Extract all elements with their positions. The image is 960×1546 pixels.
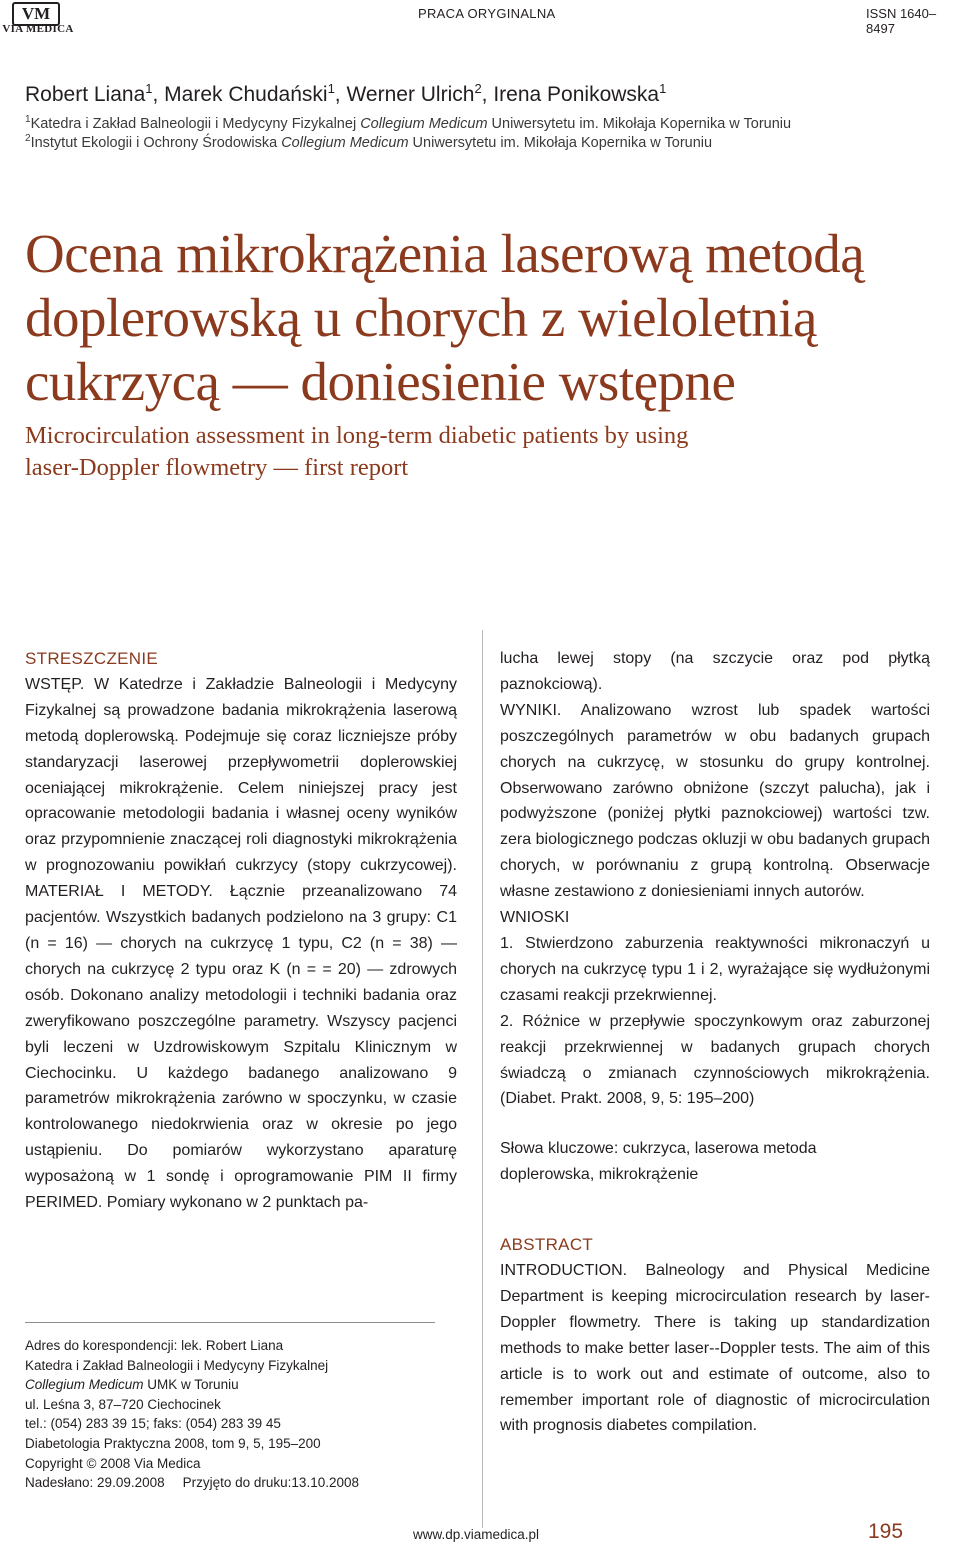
wnioski-heading: WNIOSKI xyxy=(500,909,570,927)
abstract-polish-column-right xyxy=(500,646,930,1439)
title-english-line: Microcirculation assessment in long-term diabetic patients by using xyxy=(25,422,689,449)
via-medica-logo xyxy=(2,2,72,36)
abstract-polish-column-left xyxy=(25,646,457,1216)
author-affil-sup: 1 xyxy=(327,81,335,96)
author-affil-sup: 2 xyxy=(474,81,482,96)
title-polish-line: cukrzycą — doniesienie wstępne xyxy=(25,351,736,412)
footnote-rule xyxy=(25,1322,435,1323)
column-divider xyxy=(482,630,483,1528)
correspondence-line: tel.: (054) 283 39 15; faks: (054) 283 39 45 xyxy=(25,1416,281,1432)
affiliation-2: $^2$Instytut Ekologii i Ochrony Środowiska Collegium Medicum Uniwersytetu im. Mikołaja Kopernika w Toruniu xyxy=(25,133,713,151)
page-number: 195 xyxy=(868,1520,904,1543)
title-english xyxy=(25,420,945,484)
title-polish-line: doplerowską u chorych z wieloletnią xyxy=(25,287,817,348)
correspondence-line: Copyright © 2008 Via Medica xyxy=(25,1455,201,1471)
author-name: Robert Liana xyxy=(25,83,146,106)
journal-url-link[interactable]: www.dp.viamedica.pl xyxy=(413,1527,540,1542)
abstract-paragraph: INTRODUCTION. Balneology and Physical Medicine Department is keeping microcirculation research by laser-Doppler flowmetry. There is taking up standardization methods to make better laser--Doppler tests. The aim of this article is to work out and estimate of outcome, also to remember important role of diagnostic of microcirculation with prognosis diabetes compilation. xyxy=(500,1262,930,1435)
streszczenie-heading: STRESZCZENIE xyxy=(25,649,159,668)
wnioski-item-2: 2. Różnice w przepływie spoczynkowym oraz zaburzonej reakcji przekrwiennej w badanych grupach chorych świadczą o zmianach czynnościowych mikrokrążenia. (Diabet. Prakt. 2008, 9, 5: 195–200) xyxy=(500,1012,930,1108)
correspondence-line: Katedra i Zakład Balneologii i Medycyny Fizykalnej xyxy=(25,1357,329,1373)
logo-monogram: VM xyxy=(12,2,60,26)
author-name: Werner Ulrich xyxy=(346,83,475,106)
title-polish-line: Ocena mikrokrążenia laserową metodą xyxy=(25,223,865,284)
affiliation-1: $^1$Katedra i Zakład Balneologii i Medycyny Fizykalnej Collegium Medicum Uniwersytetu im. Mikołaja Kopernika w Toruniu xyxy=(25,114,792,132)
author-list: Robert Liana$^1$, Marek Chudański$^1$, Werner Ulrich$^2$, Irena Ponikowska$^1$ xyxy=(25,81,667,106)
author-affil-sup: 1 xyxy=(145,81,153,96)
article-type: PRACA ORYGINALNA xyxy=(418,6,556,21)
wnioski-item-1: 1. Stwierdzono zaburzenia reaktywności mikronaczyń u chorych na cukrzycę typu 1 i 2, wyrażające się wydłużonymi czasami reakcji przekrwiennej. xyxy=(500,934,930,1004)
keywords: Słowa kluczowe: cukrzyca, laserowa metoda doplerowska, mikrokrążenie xyxy=(500,1140,817,1184)
correspondence-line: Adres do korespondencji: lek. Robert Liana xyxy=(25,1338,284,1353)
streszczenie-text-left: WSTĘP. W Katedrze i Zakładzie Balneologii i Medycyny Fizykalnej są prowadzone badania mikrokrążenia laserową metodą doplerowską. Podejmuje się coraz liczniejsze próby standaryzacji laserowej przepływometrii doplerowskiej oceniającej mikrokrążenie. Celem niniejszej pracy jest opracowanie metodologii badania i własnej oceny wyników oraz przypomnienie znaczącej roli diagnostyki mikrokrążenia w prognozowaniu powikłań cukrzycy (stopy cukrzycowej). MATERIAŁ I METODY. Łącznie przeanalizowano 74 pacjentów. Wszystkich badanych podzielono na 3 grupy: C1 (n = 16) — chorych na cukrzycę 1 typu, C2 (n = 38) — chorych na cukrzycę 2 typu oraz K (n = = 20) — zdrowych osób. Dokonano analizy metodologii i techniki badania oraz zweryfikowano poszczególne parametry. Wszyscy pacjenci byli leczeni w Uzdrowiskowym Szpitalu Klinicznym w Ciechocinku. U każdego badanego analizowano 9 parametrów mikrokrążenia zarówno w spoczynku, w czasie kontrolowanego niedokrwienia oraz w okresie po jego ustąpieniu. Do pomiarów wykorzystano aparaturę wyposażoną w 1 sondę i oprogramowanie PIM II firmy PERIMED. Pomiary wykonano w 2 punktach pa- xyxy=(25,675,457,1212)
streszczenie-text-right: lucha lewej stopy (na szczycie oraz pod płytką paznokciową). xyxy=(500,650,930,693)
logo-wordmark: VIA MEDICA xyxy=(2,23,74,35)
correspondence-line: ul. Leśna 3, 87–720 Ciechocinek xyxy=(25,1396,221,1412)
title-polish xyxy=(25,222,945,414)
issn: ISSN 1640–8497 xyxy=(866,6,937,36)
author-affil-sup: 1 xyxy=(659,81,667,96)
correspondence-line: Collegium Medicum UMK w Toruniu xyxy=(25,1377,239,1393)
correspondence-line: Diabetologia Praktyczna 2008, tom 9, 5, 195–200 xyxy=(25,1435,321,1451)
correspondence-block xyxy=(25,1336,359,1493)
wyniki-paragraph: WYNIKI. Analizowano wzrost lub spadek wartości poszczególnych parametrów w obu badanych grupach chorych na cukrzycę, w stosunku do grupy kontrolnej. Obserwowano zarówno obniżone (szczyt palucha), jak i podwyższone (poniżej płytki paznokciowej) wartości tzw. zera biologicznego podczas okluzji w obu badanych grupach chorych, w porównaniu z grupą kontrolną. Obserwacje własne zestawiono z doniesieniami innych autorów. xyxy=(500,701,930,901)
correspondence-dates: Nadesłano: 29.09.2008 Przyjęto do druku:13.10.2008 xyxy=(25,1475,359,1491)
author-name: Marek Chudański xyxy=(164,83,328,106)
title-english-line: laser-Doppler flowmetry — first report xyxy=(25,454,409,481)
author-name: Irena Ponikowska xyxy=(493,83,660,106)
abstract-heading: ABSTRACT xyxy=(500,1235,594,1255)
